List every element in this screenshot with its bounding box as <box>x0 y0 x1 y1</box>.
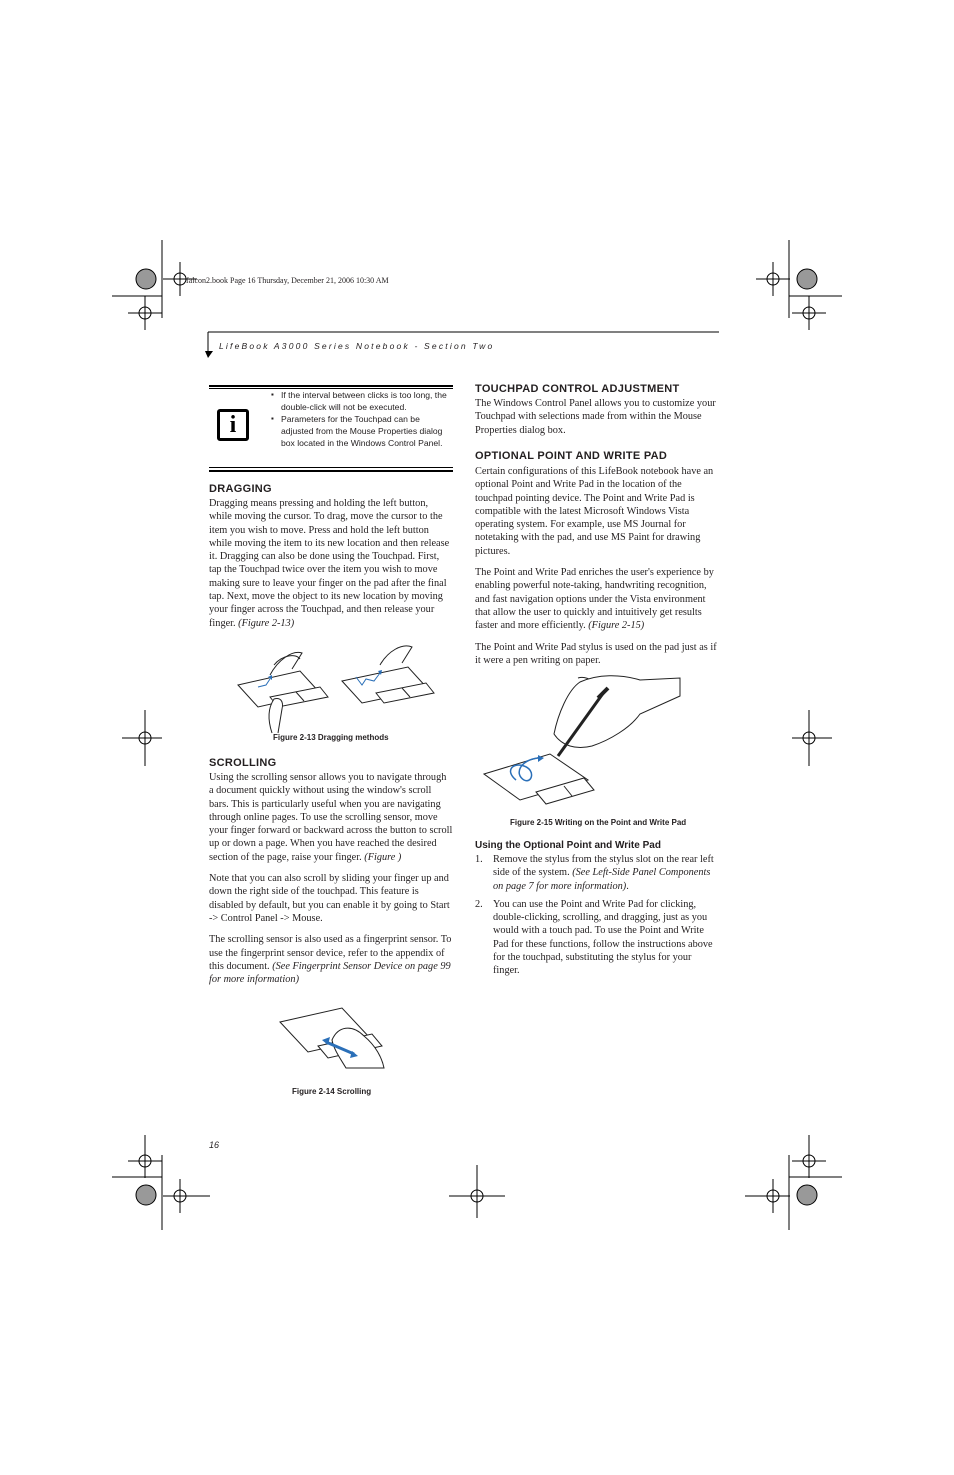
point-write-p3: The Point and Write Pad stylus is used on the pad just as if it were a pen writing on paper. <box>475 641 717 666</box>
step-item <box>475 853 719 893</box>
touchpad-control-heading: TOUCHPAD CONTROL ADJUSTMENT <box>475 383 680 395</box>
figure-point-write-illustration <box>480 670 720 812</box>
figure-dragging-illustration <box>230 635 440 735</box>
scrolling-p1: Using the scrolling sensor allows you to navigate through a document quickly without using the window's scroll bars. This is particularly useful when you are navigating through online pages. To use the scrolling sensor, move your finger forward or backward across the button to scroll up or down a page. When you have reached the desired section of the page, raise your finger. <box>209 772 453 863</box>
scrolling-p3: The scrolling sensor is also used as a fingerprint sensor. To use the fingerprint sensor device, refer to the appendix of this document. <box>209 934 452 972</box>
dragging-heading: DRAGGING <box>209 483 272 495</box>
figure-2-15-caption: Figure 2-15 Writing on the Point and Write Pad <box>510 818 687 827</box>
note-box <box>209 385 453 473</box>
scrolling-p2: Note that you can also scroll by sliding your finger up and down the right side of the touchpad. This feature is disabled by default, but you can enable it by going to Start -> Control Panel -> Mouse. <box>209 873 450 924</box>
touchpad-control-text: The Windows Control Panel allows you to customize your Touchpad with selections made from within the Mouse Properties dialog box. <box>475 398 716 436</box>
point-write-p2: The Point and Write Pad enriches the user's experience by enabling powerful note-taking, handwriting recognition, and fast navigation options under the Vista environment that allow the user to quickly and intuitively get results faster and more efficiently. <box>475 567 714 632</box>
touchpad-control-body <box>475 397 719 437</box>
point-write-p1: Certain configurations of this LifeBook notebook have an optional Point and Write Pad in the location of the touchpad pointing device. The Point and Write Pad is compatible with the latest Microsoft Windows Vista operating system. For example, use MS Journal for notetaking with the pad, and use MS Paint for drawing pictures. <box>475 466 714 557</box>
figure-ref[interactable]: (Figure 2-13) <box>238 617 295 629</box>
step-text: You can use the Point and Write Pad for clicking, double-clicking, scrolling, and dragging, just as you would with a touch pad. To use the Point and Write Pad for these functions, follow the instructions above for the touchpad, substituting the stylus for your finger. <box>493 898 713 977</box>
figure-ref[interactable]: (Figure 2-15) <box>588 620 645 632</box>
point-write-steps <box>475 853 719 983</box>
step-number: 2. <box>475 898 483 910</box>
print-slug: falcon2.book Page 16 Thursday, December 21, 2006 10:30 AM <box>186 276 389 285</box>
point-write-subheading: Using the Optional Point and Write Pad <box>475 840 661 851</box>
figure-scrolling-illustration <box>272 1000 392 1072</box>
figure-2-13-caption: Figure 2-13 Dragging methods <box>273 733 389 742</box>
note-item: ▪ Parameters for the Touchpad can be adjusted from the Mouse Properties dialog box located in the Windows Control Panel. <box>271 413 451 449</box>
cross-reference-link[interactable]: (See Left-Side Panel Components on page 7 for more information) <box>493 867 711 892</box>
cross-reference-link[interactable]: (See Fingerprint Sensor Device on page 99 for more information) <box>209 960 451 986</box>
figure-2-14-caption: Figure 2-14 Scrolling <box>292 1087 372 1096</box>
point-write-body <box>475 465 719 667</box>
step-number: 1. <box>475 854 483 865</box>
dragging-body <box>209 497 453 630</box>
step-tail: . <box>626 880 629 892</box>
scrolling-body <box>209 771 453 986</box>
note-text <box>271 389 451 449</box>
page-number: 16 <box>209 1140 220 1150</box>
point-write-heading: OPTIONAL POINT AND WRITE PAD <box>475 450 668 462</box>
step-item <box>475 898 719 978</box>
dragging-text: Dragging means pressing and holding the left button, while moving the cursor. To drag, move the cursor to the item you wish to move. Press and hold the left button while moving the item to its new location and then release it. Dragging can also be done using the Touchpad. First, tap the Touchpad twice over the item you wish to move making sure to leave your finger on the pad after the final tap. Next, move the object to its new location by moving your finger across the Touchpad, and then release your finger. <box>209 498 450 629</box>
step-text: Remove the stylus from the stylus slot on the rear left side of the system. <box>493 854 714 879</box>
running-title: LifeBook A3000 Series Notebook - Section Two <box>219 341 495 351</box>
scrolling-heading: SCROLLING <box>209 757 277 769</box>
figure-ref[interactable]: (Figure ) <box>364 851 402 863</box>
note-item: ▪ If the interval between clicks is too long, the double-click will not be executed. <box>271 389 451 413</box>
info-icon: i <box>217 409 249 441</box>
